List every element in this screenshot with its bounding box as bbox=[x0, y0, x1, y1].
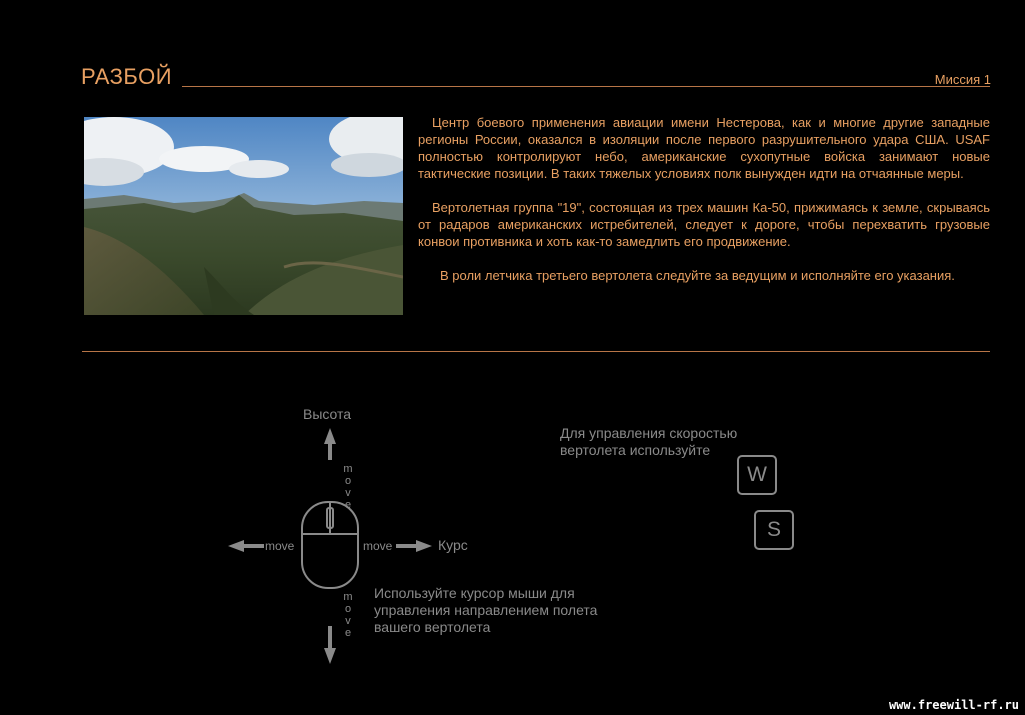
watermark: www.freewill-rf.ru bbox=[888, 698, 1019, 712]
briefing-text bbox=[418, 114, 990, 301]
key-w: W bbox=[737, 455, 777, 495]
title-divider bbox=[182, 86, 990, 87]
move-right-label: move bbox=[363, 539, 393, 553]
course-label: Курс bbox=[438, 537, 468, 553]
mouse-icon bbox=[302, 502, 358, 588]
move-left-label: move bbox=[265, 539, 295, 553]
arrow-down-icon bbox=[324, 626, 336, 664]
mission-number: Миссия 1 bbox=[934, 72, 991, 87]
briefing-paragraph-3: В роли летчика третьего вертолета следуйте за ведущим и исполняйте его указания. bbox=[440, 268, 955, 283]
mission-title: РАЗБОЙ bbox=[81, 64, 173, 89]
speed-hint: Для управления скоростью вертолета используйте bbox=[560, 425, 738, 458]
briefing-paragraph-1: Центр боевого применения авиации имени Нестерова, как и многие другие западные регионы России, оказался в изоляции после первого разрушительного удара США. USAF полностью контролируют небо, американские сухопутные войска занимают новые тактические позиции. В таких тяжелых условиях полк вынужден идти на отчаянные меры. bbox=[418, 115, 990, 181]
key-s: S bbox=[754, 510, 794, 550]
move-down-text: move bbox=[306, 591, 354, 603]
briefing-paragraph-2: Вертолетная группа "19", состоящая из трех машин Ка-50, прижимаясь к земле, скрываясь от радаров американских истребителей, следует к дороге, чтобы перехватить грузовые конвои противника и хоть как-то замедлить его продвижение. bbox=[418, 200, 990, 249]
altitude-label: Высота bbox=[303, 406, 352, 422]
arrow-right-icon bbox=[396, 540, 432, 552]
arrow-up-icon bbox=[324, 428, 336, 460]
landscape-image bbox=[84, 117, 403, 315]
section-divider bbox=[82, 351, 990, 352]
mouse-hint: Используйте курсор мыши для управления направлением полета вашего вертолета bbox=[374, 585, 598, 635]
arrow-left-icon bbox=[228, 540, 264, 552]
move-up-text: move bbox=[306, 463, 354, 475]
